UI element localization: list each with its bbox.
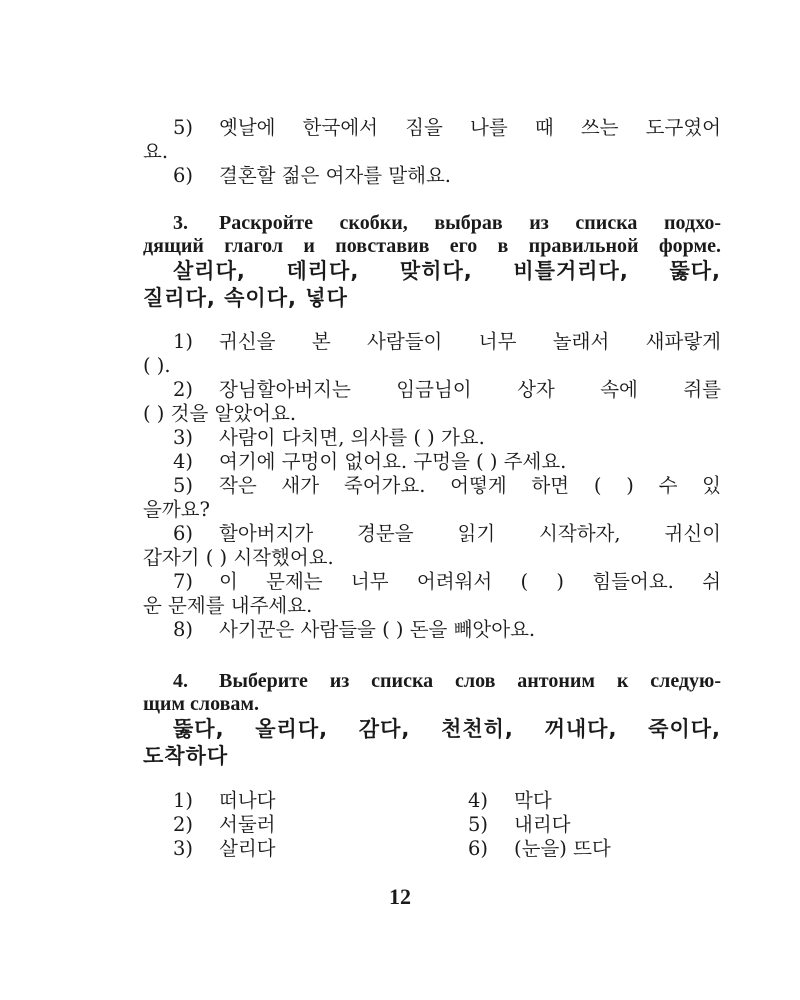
item-word: 막다 [514, 789, 552, 812]
list-item: 8) 사기꾼은 사람들을 ( ) 돈을 빼앗아요. [173, 618, 536, 641]
list-item: 7) 이 문제는 너무 어려워서 ( ) 힘들어요. 쉬 [173, 570, 721, 593]
item-text: 이 문제는 너무 어려워서 ( ) 힘들어요. 쉬 [219, 570, 721, 593]
item-text-continued: ( ). [143, 354, 171, 377]
exercise-instruction-continued: дящий глагол и повставив его в правильной форме. [143, 235, 721, 257]
exercise-2-continuation [143, 116, 721, 188]
item-word: 내리다 [514, 813, 571, 836]
exercise-instruction: 3. Раскройте скобки, выбрав из списка подхо- [173, 212, 721, 234]
exercise-4-left-column [173, 789, 433, 861]
list-item: 2) 장님할아버지는 임금님이 상자 속에 쥐를 [173, 378, 721, 401]
list-item: 5) 옛날에 한국에서 짐을 나를 때 쓰는 도구였어 [173, 116, 721, 139]
word-list-continued: 질리다, 속이다, 넣다 [143, 286, 348, 310]
exercise-4-right-column [468, 789, 728, 861]
item-text: 작은 새가 죽어가요. 어떻게 하면 ( ) 수 있 [219, 474, 721, 497]
list-item: 6) 결혼할 젊은 여자를 말해요. [173, 164, 452, 187]
exercise-number: 4. [173, 670, 188, 692]
list-item: 6) 할아버지가 경문을 읽기 시작하자, 귀신이 [173, 522, 721, 545]
word-list: 살리다, 데리다, 맞히다, 비틀거리다, 뚫다, [173, 259, 721, 283]
item-text-continued: 요. [143, 140, 169, 163]
item-word: (눈을) 뜨다 [514, 837, 611, 860]
item-text: 옛날에 한국에서 짐을 나를 때 쓰는 도구였어 [219, 116, 721, 139]
item-word: 서둘러 [219, 813, 276, 836]
item-text-continued: 운 문제를 내주세요. [143, 594, 313, 617]
list-item: 4) 막다 [468, 789, 552, 812]
item-text: 할아버지가 경문을 읽기 시작하자, 귀신이 [219, 522, 721, 545]
item-text: 장님할아버지는 임금님이 상자 속에 쥐를 [219, 378, 721, 401]
item-text-continued: 갑자기 ( ) 시작했어요. [143, 546, 334, 569]
list-item: 4) 여기에 구멍이 없어요. 구멍을 ( ) 주세요. [173, 450, 567, 473]
item-text: 귀신을 본 사람들이 너무 놀래서 새파랗게 [219, 330, 721, 353]
list-item: 3) 살리다 [173, 837, 276, 860]
exercise-instruction-continued: щим словам. [143, 693, 260, 715]
list-item: 3) 사람이 다치면, 의사를 ( ) 가요. [173, 426, 485, 449]
list-item: 1) 귀신을 본 사람들이 너무 놀래서 새파랗게 [173, 330, 721, 353]
item-word: 살리다 [219, 837, 276, 860]
item-text: 여기에 구멍이 없어요. 구멍을 ( ) 주세요. [219, 450, 567, 473]
page-number: 12 [389, 884, 411, 909]
exercise-instruction: 4. Выберите из списка слов антоним к следую- [173, 670, 721, 692]
item-text-continued: 을까요? [143, 498, 210, 521]
exercise-number: 3. [173, 212, 188, 234]
list-item: 5) 내리다 [468, 813, 571, 836]
item-text: 결혼할 젊은 여자를 말해요. [219, 164, 452, 187]
item-text-continued: ( ) 것을 알았어요. [143, 402, 297, 425]
list-item: 5) 작은 새가 죽어가요. 어떻게 하면 ( ) 수 있 [173, 474, 721, 497]
exercise-4-heading [143, 670, 721, 770]
list-item: 6) (눈을) 뜨다 [468, 837, 611, 860]
word-list-continued: 도착하다 [143, 744, 229, 768]
word-list: 뚫다, 올리다, 감다, 천천히, 꺼내다, 죽이다, [173, 717, 721, 741]
exercise-3-heading [143, 212, 721, 312]
item-word: 떠나다 [219, 789, 276, 812]
list-item: 1) 떠나다 [173, 789, 276, 812]
exercise-3-items [143, 330, 721, 642]
item-text: 사기꾼은 사람들을 ( ) 돈을 빼앗아요. [219, 618, 536, 641]
list-item: 2) 서둘러 [173, 813, 276, 836]
item-text: 사람이 다치면, 의사를 ( ) 가요. [219, 426, 485, 449]
